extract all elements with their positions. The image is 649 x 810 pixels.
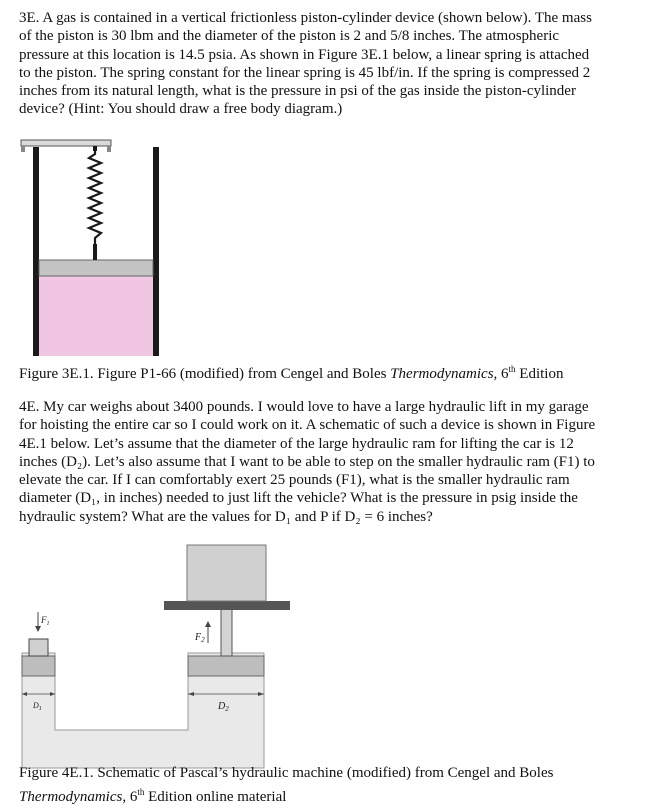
gas-region <box>39 276 153 356</box>
problem-4e-text <box>19 398 639 526</box>
caption-book-title: Thermodynamics <box>390 366 494 382</box>
problem-3e-line: device? (Hint: You should draw a free body diagram.) <box>19 101 343 118</box>
problem-4e-line: 4E.1 below. Let’s assume that the diameter of the large hydraulic ram for lifting the car is 12 <box>19 435 574 452</box>
spring-mount-bar <box>21 140 111 146</box>
problem-4e-line: inches (D₂). Let’s also assume that I want to be able to step on the smaller hydraulic ram (F1) to <box>19 453 595 470</box>
cylinder-wall-right <box>153 147 159 356</box>
spring-rod-top <box>93 146 97 151</box>
problem-4e-line: for hoisting the entire car so I could work on it. A schematic of such a device is shown in Figure <box>19 417 596 434</box>
caption-superscript: th <box>508 364 516 374</box>
small-piston <box>22 656 55 676</box>
large-piston <box>188 656 264 676</box>
cylinder-wall-left <box>33 147 39 356</box>
figure-4e1-caption <box>19 764 553 806</box>
caption-line: Figure 4E.1. Schematic of Pascal’s hydraulic machine (modified) from Cengel and Boles <box>19 765 554 781</box>
problem-3e-line: to the piston. The spring constant for the linear spring is 45 lbf/in. If the spring is compressed 2 <box>19 64 591 81</box>
mount-tab-right <box>107 146 111 152</box>
load-block <box>187 545 266 601</box>
problem-3e-line: pressure at this location is 14.5 psia. As shown in Figure 3E.1 below, a linear spring is attached <box>19 46 590 63</box>
caption-text: , 6 <box>493 366 509 382</box>
figure-3e1-caption <box>19 360 563 384</box>
spring-rod-bottom <box>93 244 97 260</box>
problem-4e-line: 4E. My car weighs about 3400 pounds. I would love to have a large hydraulic lift in my garage <box>19 399 589 415</box>
caption-text: Edition <box>515 366 564 382</box>
caption-text: Figure 3E.1. Figure P1-66 (modified) from Cengel and Boles <box>19 366 391 382</box>
d2-label: $D_2$ <box>218 701 229 713</box>
d1-label: $D_1$ <box>33 701 42 712</box>
f1-arrowhead <box>35 626 41 632</box>
problem-3e-line: 3E. A gas is contained in a vertical frictionless piston-cylinder device (shown below). The mass <box>19 10 592 26</box>
problem-4e-line: hydraulic system? What are the values for D₁ and P if D₂ = 6 inches? <box>19 508 433 525</box>
problem-3e-line: inches from its natural length, what is the pressure in psi of the gas inside the piston-cylinder <box>19 83 576 100</box>
caption-book-title: Thermodynamics <box>19 788 123 805</box>
caption-superscript: th <box>137 786 145 797</box>
spring <box>89 151 101 244</box>
small-piston-block <box>29 639 48 656</box>
piston <box>39 260 153 276</box>
mount-tab-left <box>21 146 25 152</box>
problem-4e-line: diameter (D₁, in inches) needed to just lift the vehicle? What is the pressure in psig inside the <box>19 490 578 507</box>
problem-4e-line: elevate the car. If I can comfortably exert 25 pounds (F1), what is the smaller hydraulic ram <box>19 472 570 489</box>
f2-arrowhead <box>205 621 211 627</box>
large-piston-rod <box>221 609 232 656</box>
f2-label: $F_2$ <box>195 632 205 644</box>
caption-text: , 6 <box>122 788 138 805</box>
f1-label: $F_1$ <box>41 615 50 627</box>
lift-platform <box>164 601 290 610</box>
caption-text: Edition online material <box>144 788 287 805</box>
problem-3e-line: of the piston is 30 lbm and the diameter of the piston is 2 and 5/8 inches. The atmospheric <box>19 28 560 45</box>
